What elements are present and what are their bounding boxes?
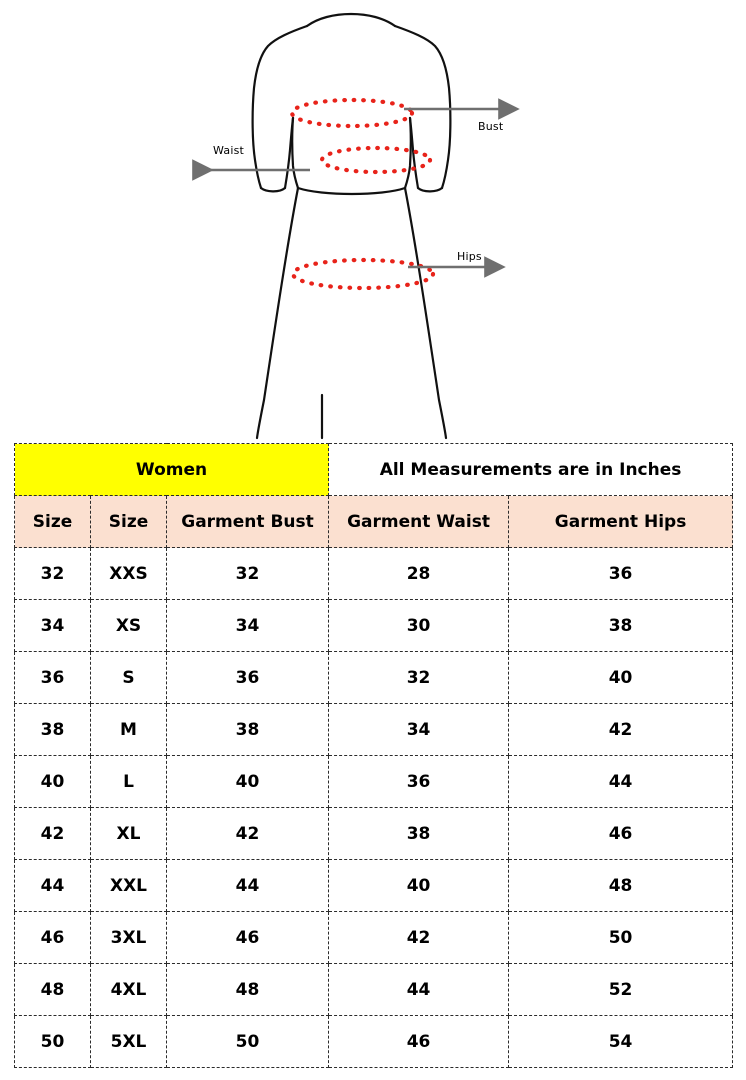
table-cell-garment-hips: 40 (509, 652, 733, 704)
table-cell-size-alpha: 4XL (91, 964, 167, 1016)
table-cell-garment-bust: 50 (167, 1016, 329, 1068)
table-cell-garment-hips: 54 (509, 1016, 733, 1068)
table-cell-garment-bust: 34 (167, 600, 329, 652)
bust-label: Bust (478, 120, 504, 133)
table-cell-garment-bust: 32 (167, 548, 329, 600)
table-cell-size-numeric: 38 (15, 704, 91, 756)
table-cell-size-alpha: M (91, 704, 167, 756)
dress-figure-svg (0, 0, 746, 440)
table-cell-garment-waist: 38 (329, 808, 509, 860)
table-cell-garment-bust: 36 (167, 652, 329, 704)
table-cell-garment-hips: 42 (509, 704, 733, 756)
table-cell-size-numeric: 44 (15, 860, 91, 912)
table-cell-size-alpha: XXL (91, 860, 167, 912)
table-cell-size-numeric: 48 (15, 964, 91, 1016)
title-women-cell: Women (15, 444, 329, 496)
table-cell-size-alpha: 5XL (91, 1016, 167, 1068)
column-header-garment-waist: Garment Waist (329, 496, 509, 548)
waist-label: Waist (213, 144, 245, 157)
table-cell-garment-waist: 42 (329, 912, 509, 964)
size-chart-table (14, 443, 733, 1068)
table-cell-size-numeric: 46 (15, 912, 91, 964)
table-cell-garment-hips: 38 (509, 600, 733, 652)
table-cell-garment-hips: 36 (509, 548, 733, 600)
table-cell-garment-waist: 30 (329, 600, 509, 652)
title-measurements-cell: All Measurements are in Inches (329, 444, 733, 496)
table-row (15, 912, 733, 964)
table-cell-garment-waist: 46 (329, 1016, 509, 1068)
table-cell-garment-bust: 46 (167, 912, 329, 964)
table-row (15, 808, 733, 860)
table-cell-garment-hips: 48 (509, 860, 733, 912)
garment-illustration (0, 0, 746, 440)
table-cell-garment-bust: 40 (167, 756, 329, 808)
table-row (15, 860, 733, 912)
table-cell-garment-waist: 44 (329, 964, 509, 1016)
column-header-size-numeric: Size (15, 496, 91, 548)
table-row (15, 756, 733, 808)
table-cell-size-alpha: XXS (91, 548, 167, 600)
table-cell-garment-waist: 32 (329, 652, 509, 704)
table-row (15, 1016, 733, 1068)
table-cell-size-alpha: L (91, 756, 167, 808)
table-cell-garment-waist: 36 (329, 756, 509, 808)
table-cell-size-numeric: 32 (15, 548, 91, 600)
table-cell-size-alpha: XL (91, 808, 167, 860)
hips-measure-ellipse (293, 260, 433, 288)
table-cell-garment-bust: 42 (167, 808, 329, 860)
table-cell-garment-hips: 46 (509, 808, 733, 860)
column-header-garment-bust: Garment Bust (167, 496, 329, 548)
table-cell-size-alpha: S (91, 652, 167, 704)
table-cell-size-numeric: 36 (15, 652, 91, 704)
table-cell-garment-hips: 50 (509, 912, 733, 964)
table-row (15, 652, 733, 704)
bust-measure-ellipse (292, 100, 412, 126)
table-row (15, 548, 733, 600)
table-cell-garment-waist: 34 (329, 704, 509, 756)
table-row (15, 704, 733, 756)
table-row (15, 964, 733, 1016)
table-cell-size-numeric: 50 (15, 1016, 91, 1068)
column-header-size-alpha: Size (91, 496, 167, 548)
table-cell-size-numeric: 40 (15, 756, 91, 808)
table-cell-garment-bust: 38 (167, 704, 329, 756)
table-cell-garment-hips: 44 (509, 756, 733, 808)
column-header-garment-hips: Garment Hips (509, 496, 733, 548)
table-cell-garment-waist: 40 (329, 860, 509, 912)
table-cell-garment-bust: 44 (167, 860, 329, 912)
table-cell-size-alpha: 3XL (91, 912, 167, 964)
table-cell-garment-bust: 48 (167, 964, 329, 1016)
table-cell-garment-hips: 52 (509, 964, 733, 1016)
table-cell-size-numeric: 34 (15, 600, 91, 652)
table-cell-size-numeric: 42 (15, 808, 91, 860)
table-cell-size-alpha: XS (91, 600, 167, 652)
table-title-row (15, 444, 733, 496)
table-header-row (15, 496, 733, 548)
table-cell-garment-waist: 28 (329, 548, 509, 600)
size-chart-table-wrap (14, 443, 732, 1068)
dress-outline (253, 14, 451, 438)
hips-label: Hips (457, 250, 482, 263)
table-row (15, 600, 733, 652)
